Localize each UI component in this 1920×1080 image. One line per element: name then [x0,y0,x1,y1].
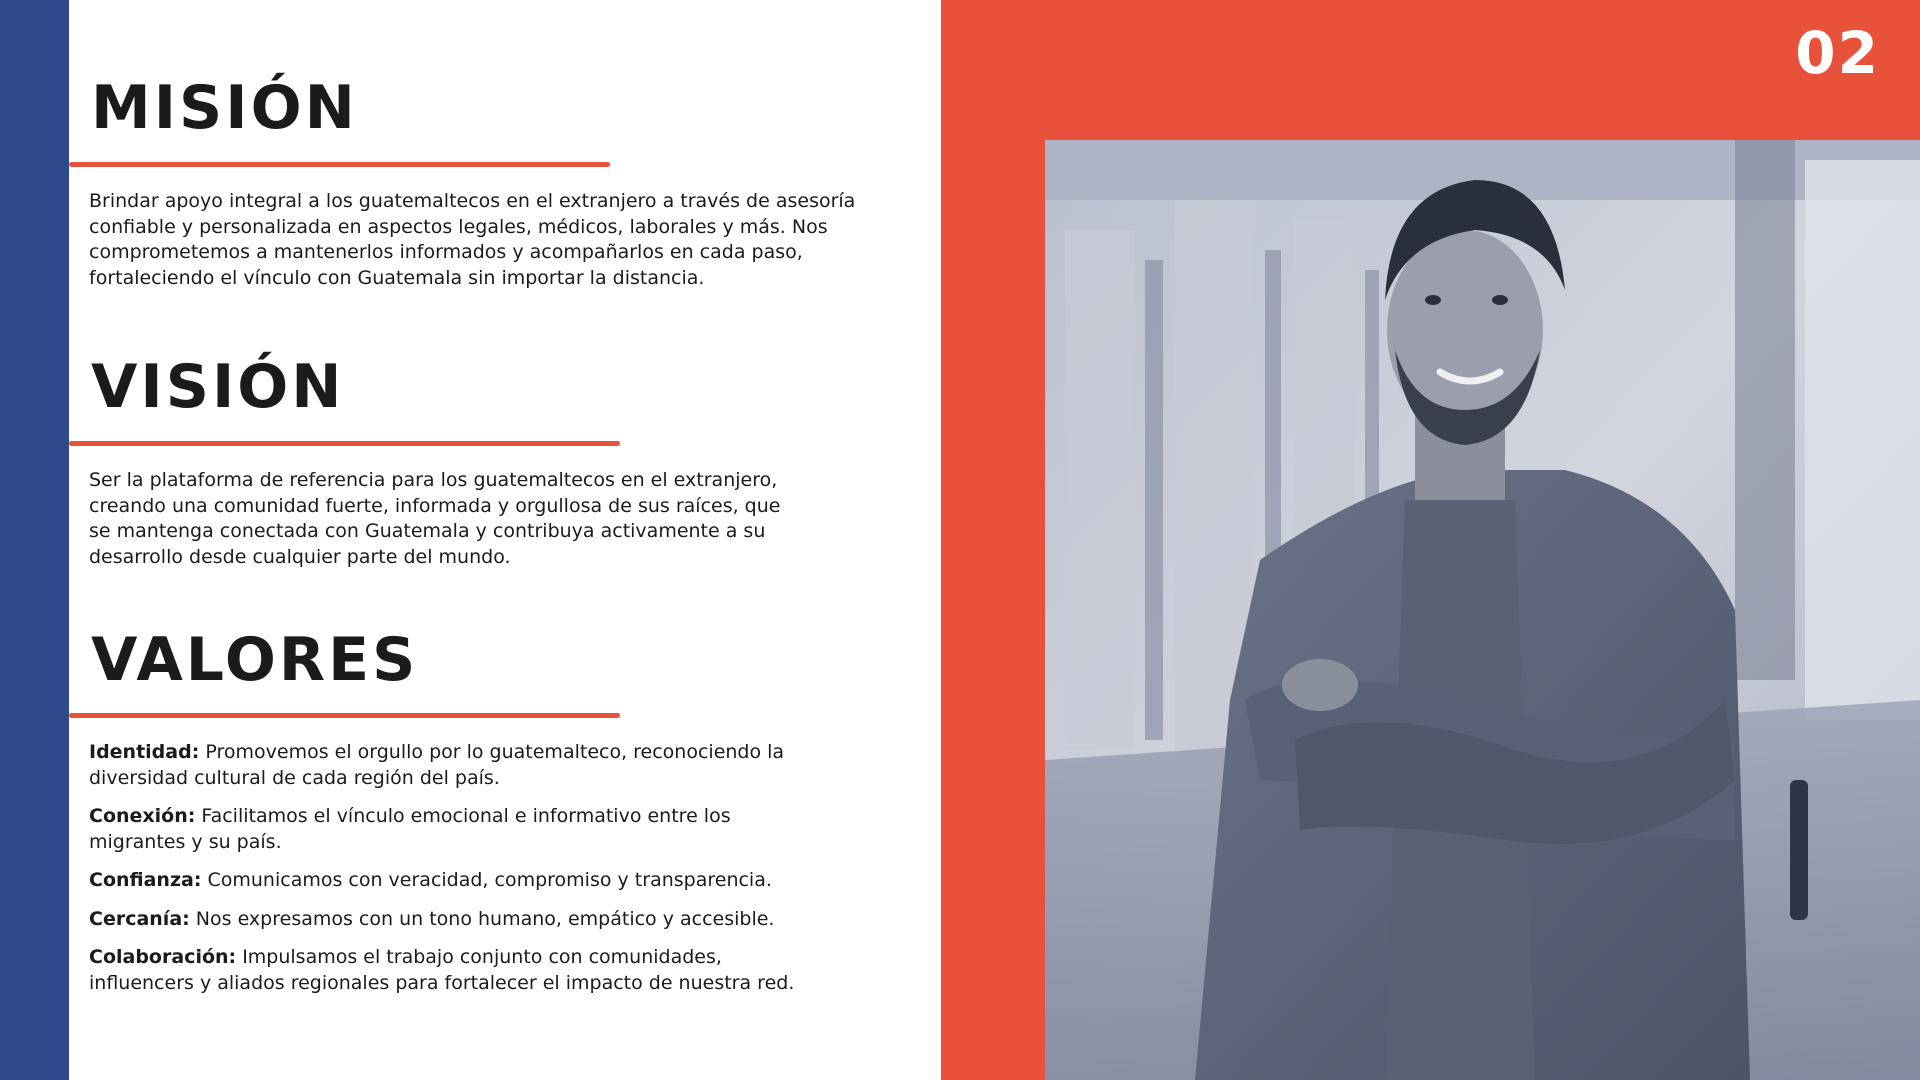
mission-divider [69,162,610,167]
right-accent-panel [941,0,1920,1080]
value-desc: influencers y aliados regionales para fortalecer el impacto de nuestra red. [89,971,795,994]
value-name: Identidad: [89,741,200,763]
vision-text [89,468,780,570]
value-desc: Comunicamos con veracidad, compromiso y transparencia. [207,869,772,891]
value-name: Conexión: [89,805,196,827]
value-item-confianza [89,868,869,894]
vision-title: VISIÓN [91,352,345,422]
mission-line: Brindar apoyo integral a los guatemaltecos en el extranjero a través de asesoría [89,190,856,212]
left-accent-bar [0,0,69,1080]
value-item-conexion [89,804,869,855]
mission-title: MISIÓN [91,73,358,143]
value-desc: Impulsamos el trabajo conjunto con comunidades, [242,946,722,968]
value-name: Confianza: [89,869,202,891]
value-desc: Facilitamos el vínculo emocional e informativo entre los [201,805,731,827]
value-item-cercania [89,907,869,933]
values-list [89,740,869,1009]
vision-line: Ser la plataforma de referencia para los guatemaltecos en el extranjero, [89,469,778,491]
values-divider [69,713,620,718]
value-name: Colaboración: [89,946,237,968]
vision-divider [69,441,620,446]
value-item-colaboracion [89,945,869,996]
mission-line: fortaleciendo el vínculo con Guatemala sin importar la distancia. [89,266,705,289]
values-title: VALORES [91,625,419,695]
mission-line: comprometemos a mantenerlos informados y acompañarlos en cada paso, [89,241,803,263]
vision-line: se mantenga conectada con Guatemala y contribuya activamente a su [89,520,766,542]
value-name: Cercanía: [89,907,190,930]
mission-line: confiable y personalizada en aspectos legales, médicos, laborales y más. Nos [89,215,828,238]
value-desc: Nos expresamos con un tono humano, empático y accesible. [195,907,775,930]
value-desc: Promovemos el orgullo por lo guatemalteco, reconociendo la [205,741,785,763]
portrait-illustration [1045,140,1920,1080]
vision-line: desarrollo desde cualquier parte del mundo. [89,545,511,568]
value-desc: migrantes y su país. [89,830,282,853]
portrait-photo [1045,140,1920,1080]
page-number: 02 [1795,19,1880,87]
mission-text [89,189,855,291]
value-desc: diversidad cultural de cada región del país. [89,766,500,789]
vision-line: creando una comunidad fuerte, informada y orgullosa de sus raíces, que [89,494,781,517]
value-item-identidad [89,740,869,791]
content-column [69,0,941,1080]
